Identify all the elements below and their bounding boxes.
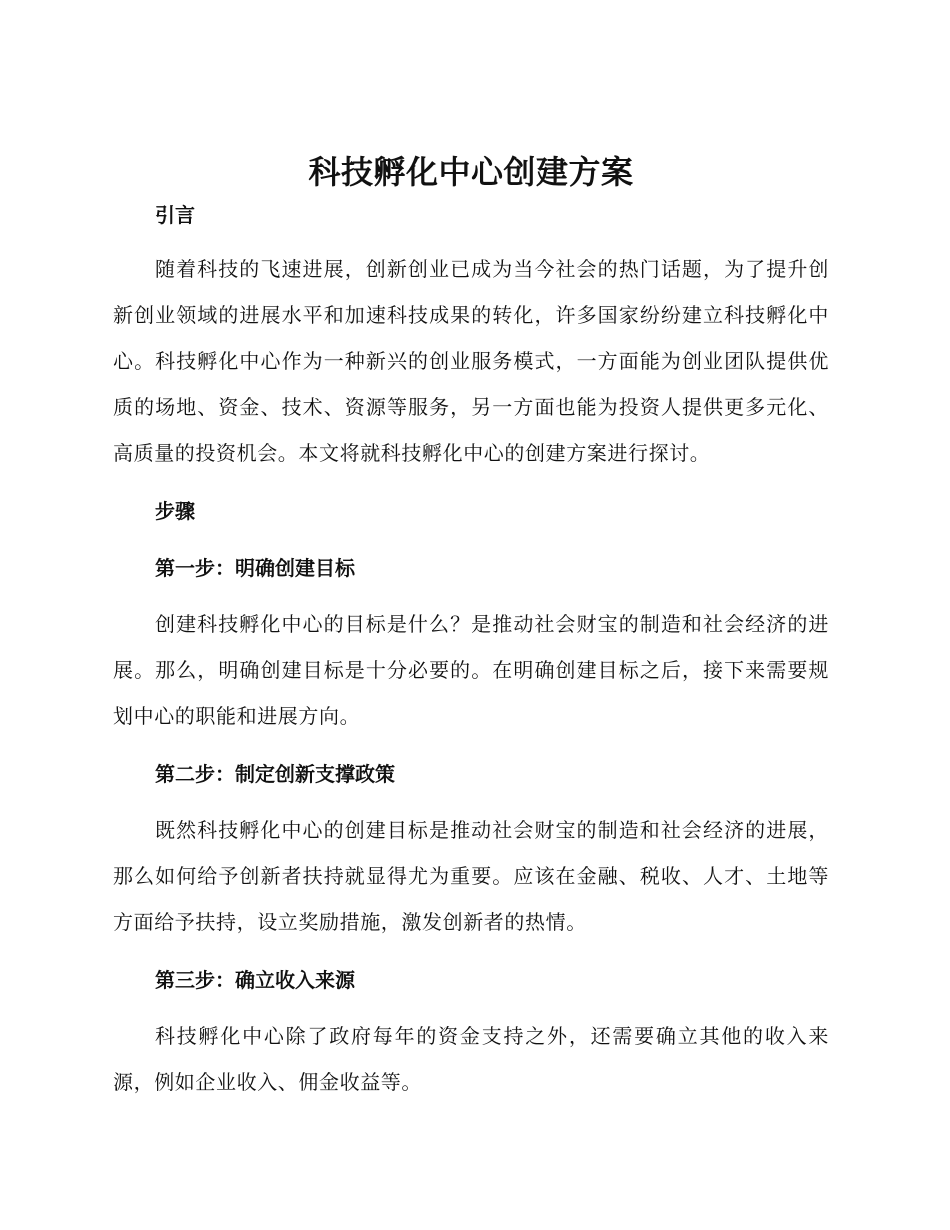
intro-heading: 引言 xyxy=(155,203,195,227)
step-1-heading: 第一步：明确创建目标 xyxy=(155,556,355,580)
step-3-heading: 第三步：确立收入来源 xyxy=(155,968,355,992)
document-body xyxy=(113,150,829,1105)
step-3-paragraph: 科技孵化中心除了政府每年的资金支持之外，还需要确立其他的收入来源，例如企业收入、佣金收益等。 xyxy=(113,1024,829,1094)
document-title: 科技孵化中心创建方案 xyxy=(308,153,634,191)
steps-heading: 步骤 xyxy=(155,499,195,523)
intro-paragraph: 随着科技的飞速进展，创新创业已成为当今社会的热门话题，为了提升创新创业领域的进展水平和加速科技成果的转化，许多国家纷纷建立科技孵化中心。科技孵化中心作为一种新兴的创业服务模式，一方面能为创业团队提供优质的场地、资金、技术、资源等服务，另一方面也能为投资人提供更多元化、高质量的投资机会。本文将就科技孵化中心的创建方案进行探讨。 xyxy=(113,257,829,465)
step-2-paragraph: 既然科技孵化中心的创建目标是推动社会财宝的制造和社会经济的进展，那么如何给予创新者扶持就显得尤为重要。应该在金融、税收、人才、土地等方面给予扶持，设立奖励措施，激发创新者的热情。 xyxy=(113,818,829,934)
step-1-paragraph: 创建科技孵化中心的目标是什么？是推动社会财宝的制造和社会经济的进展。那么，明确创建目标是十分必要的。在明确创建目标之后，接下来需要规划中心的职能和进展方向。 xyxy=(113,612,829,728)
step-2-heading: 第二步：制定创新支撑政策 xyxy=(155,762,395,786)
